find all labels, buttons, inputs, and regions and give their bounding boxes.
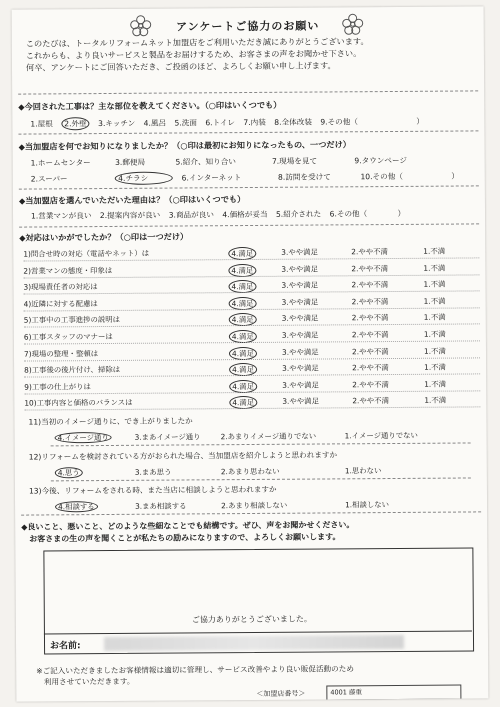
q12-option[interactable]: 3.まあ思う xyxy=(134,467,172,477)
satisfaction-row xyxy=(24,377,480,394)
q2-option[interactable]: 1.ホームセンター xyxy=(30,158,91,168)
satisfaction-option[interactable]: 2.やや不満 xyxy=(351,280,389,290)
store-code-label: ＜加盟店番号＞ xyxy=(256,689,306,698)
satisfaction-row-label: 7)現場の整理・整頓は xyxy=(23,348,99,359)
q13-option-selected[interactable]: 4.相談する xyxy=(55,501,98,512)
q2-option[interactable]: 2.スーパー xyxy=(30,174,68,184)
satisfaction-row xyxy=(24,344,480,361)
satisfaction-option[interactable]: 2.やや不満 xyxy=(351,346,389,356)
q4-label: ◆対応はいかがでしたか？（○印は一つだけ） xyxy=(19,231,189,243)
q2-options-row1 xyxy=(31,155,413,169)
q2-option-selected[interactable]: 4.チラシ xyxy=(115,172,173,185)
q3-label: ◆当加盟店を選んでいただいた理由は？（○印はいくつでも） xyxy=(18,194,246,206)
q3-option-close: ） xyxy=(397,208,406,218)
q1-option[interactable]: 9.その他（ xyxy=(320,117,358,127)
satisfaction-option[interactable]: 3.やや満足 xyxy=(281,280,319,290)
satisfaction-row-label: 8)工事後の後片付け、掃除は xyxy=(24,365,121,375)
q2-label: ◆当加盟店を何でお知りになりましたか？（○印は最初にお知りになったもの、一つだけ） xyxy=(18,139,352,152)
satisfaction-option[interactable]: 1.不満 xyxy=(424,396,447,406)
satisfaction-row-label: 4)近隣に対する配慮は xyxy=(23,298,98,309)
satisfaction-option[interactable]: 3.やや満足 xyxy=(281,330,319,340)
satisfaction-option[interactable]: 2.やや不満 xyxy=(351,247,388,257)
satisfaction-row xyxy=(24,311,480,328)
name-field-redacted[interactable] xyxy=(104,635,404,651)
q13-option[interactable]: 1.相談しない xyxy=(345,500,390,510)
satisfaction-option[interactable]: 2.やや不満 xyxy=(351,263,389,273)
q13-label: 13)今後、リフォームをされる時、また当店に相談しようと思われますか xyxy=(28,484,277,496)
q12-option[interactable]: 2.あまり思わない xyxy=(220,466,280,477)
satisfaction-option[interactable]: 3.やや満足 xyxy=(281,264,319,274)
satisfaction-row-label: 6)工事スタッフのマナーは xyxy=(23,331,113,342)
name-row xyxy=(44,630,472,654)
q11-option[interactable]: 3.まあイメージ通り xyxy=(134,432,201,442)
divider xyxy=(18,90,478,94)
q2-option[interactable]: 6.インターネット xyxy=(181,173,242,183)
satisfaction-option[interactable]: 1.不満 xyxy=(423,346,446,356)
satisfaction-option[interactable]: 2.やや不満 xyxy=(352,379,389,390)
satisfaction-row-label: 5)工事中の工事進捗の説明は xyxy=(23,315,121,325)
survey-sheet xyxy=(12,6,489,701)
q2-option[interactable]: 5.紹介、知り合い xyxy=(175,157,236,167)
store-code-box xyxy=(326,685,461,701)
satisfaction-option[interactable]: 3.やや満足 xyxy=(281,297,319,307)
store-code-value: 4001 藤重 xyxy=(330,688,363,697)
q1-option[interactable]: 3.キッチン xyxy=(98,118,136,129)
satisfaction-row-label: 3)現場責任者の対応は xyxy=(23,282,98,292)
q11-option[interactable]: 1.イメージ通りでない xyxy=(344,430,418,441)
thanks-text: ご協力ありがとうございました。 xyxy=(191,614,312,625)
q2-options-row2 xyxy=(31,169,465,185)
q2-option-close: ） xyxy=(451,171,459,181)
satisfaction-row-label: 1)問合せ時の対応（電話やネット）は xyxy=(23,248,150,259)
q11-label: 11)当初のイメージ通りに、でき上がりましたか xyxy=(28,416,193,427)
satisfaction-option[interactable]: 2.やや不満 xyxy=(351,296,389,307)
satisfaction-option-selected[interactable]: 4.満足 xyxy=(228,247,256,260)
divider xyxy=(19,185,479,189)
q2-option[interactable]: 9.タウンページ xyxy=(354,155,408,166)
q3-option[interactable]: 5.紹介された xyxy=(275,209,322,219)
satisfaction-option[interactable]: 3.やや満足 xyxy=(281,313,319,324)
divider xyxy=(51,442,471,446)
q12-option[interactable]: 1.思わない xyxy=(344,466,382,476)
satisfaction-option-selected[interactable]: 4.満足 xyxy=(229,313,257,326)
satisfaction-option-selected[interactable]: 4.満足 xyxy=(228,264,256,277)
satisfaction-option[interactable]: 1.不満 xyxy=(423,329,446,339)
q13-option[interactable]: 3.まあ相談する xyxy=(135,501,187,511)
satisfaction-row xyxy=(24,294,480,311)
q2-option[interactable]: 3.郵便局 xyxy=(115,157,146,167)
satisfaction-option[interactable]: 2.やや不満 xyxy=(352,363,389,373)
q3-option[interactable]: 6.その他（ xyxy=(329,209,368,219)
satisfaction-option[interactable]: 3.やや満足 xyxy=(282,396,319,407)
q3-options xyxy=(31,208,411,222)
q3-option[interactable]: 3.商品が良い xyxy=(168,210,214,220)
intro-text: このたびは、トータルリフォームネット加盟店をご利用いただき誠にありがとうございます。 これからも、より良いサービスと製品をお届けするため、お客さまの声をお聞かせ下さい。 何卒、アンケートにご回答いただき、ご投函のほど、よろしくお願い申し上げます。 xyxy=(25,36,369,73)
privacy-note: ※ご記入いただきましたお客様情報は適切に管理し、サービス改善やより良い販促活動のため 利用させていただきます。 xyxy=(36,664,354,687)
satisfaction-option-selected[interactable]: 4.満足 xyxy=(229,363,257,376)
q1-option-close: ） xyxy=(416,116,424,126)
satisfaction-row-label: 10)工事内容と価格のバランスは xyxy=(24,398,133,408)
q1-option[interactable]: 1.屋根 xyxy=(30,119,53,129)
satisfaction-row-label: 2)営業マンの態度・印象は xyxy=(23,265,113,276)
satisfaction-option-selected[interactable]: 4.満足 xyxy=(229,330,257,343)
q1-option[interactable]: 4.風呂 xyxy=(143,118,167,128)
satisfaction-option[interactable]: 3.やや満足 xyxy=(282,380,319,390)
satisfaction-row-label: 9)工事の仕上がりは xyxy=(24,381,91,392)
q13-option[interactable]: 2.あまり相談しない xyxy=(221,500,288,511)
q12-option-selected[interactable]: 4.思う xyxy=(55,467,83,478)
q1-option[interactable]: 7.内装 xyxy=(243,117,266,128)
q11-option-selected[interactable]: 4.イメージ通り xyxy=(55,432,112,443)
divider xyxy=(19,223,479,227)
satisfaction-option[interactable]: 2.やや不満 xyxy=(351,330,389,340)
q1-option[interactable]: 8.全体改装 xyxy=(274,117,312,127)
satisfaction-option[interactable]: 2.やや不満 xyxy=(352,396,389,406)
satisfaction-row xyxy=(24,327,480,344)
satisfaction-option-selected[interactable]: 4.満足 xyxy=(229,347,257,360)
satisfaction-option[interactable]: 1.不満 xyxy=(424,362,446,372)
satisfaction-row xyxy=(23,244,479,261)
satisfaction-row xyxy=(24,394,480,411)
q3-option[interactable]: 2.提案内容が良い xyxy=(99,210,161,221)
q1-option-selected[interactable]: 2.外壁 xyxy=(61,117,90,130)
q1-label: ◆今回された工事は？主な部位を教えてください。（○印はいくつでも） xyxy=(18,99,282,112)
name-label: お名前: xyxy=(50,641,81,652)
q2-option[interactable]: 7.現場を見て xyxy=(271,156,318,166)
satisfaction-option-selected[interactable]: 4.満足 xyxy=(228,280,256,293)
divider xyxy=(18,130,478,134)
q11-option[interactable]: 2.あまりイメージ通りでない xyxy=(220,431,317,442)
satisfaction-option-selected[interactable]: 4.満足 xyxy=(229,380,257,393)
q1-option[interactable]: 5.洗面 xyxy=(174,118,197,128)
q1-options xyxy=(30,115,430,131)
q2-option[interactable]: 8.訪問を受けて xyxy=(278,172,331,182)
satisfaction-option-selected[interactable]: 4.満足 xyxy=(229,396,257,409)
satisfaction-option[interactable]: 1.不満 xyxy=(423,296,446,306)
satisfaction-option-selected[interactable]: 4.満足 xyxy=(229,297,257,310)
satisfaction-row xyxy=(23,278,479,295)
page-title: アンケートご協力のお願い xyxy=(175,19,320,34)
satisfaction-option[interactable]: 1.不満 xyxy=(423,246,446,256)
satisfaction-row xyxy=(24,361,480,378)
satisfaction-option[interactable]: 1.不満 xyxy=(423,313,446,323)
satisfaction-row xyxy=(23,261,479,278)
divider xyxy=(51,477,471,481)
q12-label: 12)リフォームを検討されている方がおられた場合、当加盟店を紹介しようと思われますか xyxy=(28,450,338,462)
satisfaction-option[interactable]: 1.不満 xyxy=(423,263,446,273)
satisfaction-option[interactable]: 2.やや不満 xyxy=(351,313,389,323)
q3-option[interactable]: 4.価格が妥当 xyxy=(222,209,268,220)
satisfaction-option[interactable]: 1.不満 xyxy=(423,279,446,289)
comment-prompt: ◆良いこと、悪いこと、どのような些細なことでも結構です。ぜひ、声をお聞かせください。 お客さまの生の声を聞くことが私たちの励みになりますので、よろしくお願いします。 xyxy=(21,520,355,544)
satisfaction-option[interactable]: 3.やや満足 xyxy=(282,363,319,373)
satisfaction-option[interactable]: 1.不満 xyxy=(424,379,447,389)
satisfaction-option[interactable]: 3.やや満足 xyxy=(281,247,318,257)
q2-option[interactable]: 10.その他（ xyxy=(360,171,403,182)
satisfaction-option[interactable]: 3.やや満足 xyxy=(281,347,319,357)
q1-option[interactable]: 6.トイレ xyxy=(205,118,236,128)
q3-option[interactable]: 1.営業マンが良い xyxy=(31,211,92,221)
